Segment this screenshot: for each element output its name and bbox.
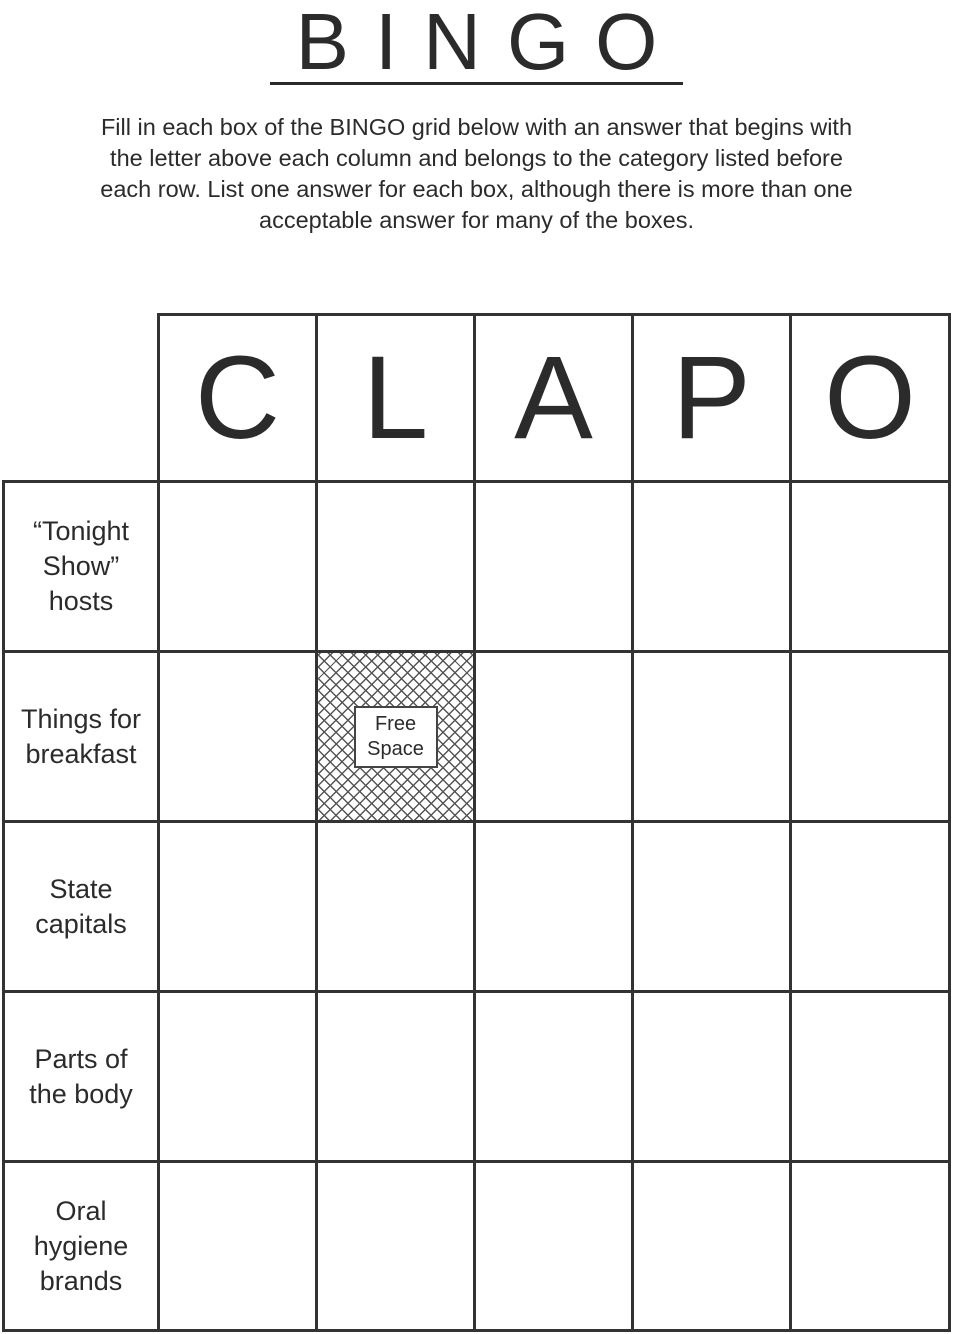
row-header-state-capitals [2, 823, 160, 993]
answer-box[interactable] [634, 653, 792, 823]
answer-box[interactable] [318, 1163, 476, 1332]
answer-box[interactable] [476, 1163, 634, 1332]
row-label: “Tonight Show” hosts [32, 516, 130, 616]
board-corner [2, 313, 160, 483]
column-header-a: A [476, 313, 634, 483]
instructions-text: Fill in each box of the BINGO grid below with an answer that begins with the letter above each column and belongs to the category listed before each row. List one answer for each box, although there is more than one acceptable answer for many of the boxes. [100, 114, 853, 233]
answer-box[interactable] [160, 993, 318, 1163]
answer-box[interactable] [792, 653, 951, 823]
bingo-title [0, 2, 953, 85]
answer-box[interactable] [476, 823, 634, 993]
column-header-c: C [160, 313, 318, 483]
answer-box[interactable] [634, 1163, 792, 1332]
answer-box[interactable] [318, 483, 476, 653]
answer-box[interactable] [318, 993, 476, 1163]
answer-box[interactable] [634, 483, 792, 653]
free-space-cell [318, 653, 476, 823]
row-header-tonight-show-hosts [2, 483, 160, 653]
row-header-things-for-breakfast [2, 653, 160, 823]
bingo-title-text: BINGO [270, 2, 684, 85]
free-space-label-box [354, 706, 438, 768]
answer-box[interactable] [476, 653, 634, 823]
free-space-label: Free Space [367, 712, 424, 760]
row-label: Oral hygiene brands [33, 1195, 129, 1296]
answer-box[interactable] [476, 993, 634, 1163]
row-label: Parts of the body [29, 1043, 133, 1109]
answer-box[interactable] [160, 823, 318, 993]
column-header-l: L [318, 313, 476, 483]
answer-box[interactable] [792, 823, 951, 993]
answer-box[interactable] [476, 483, 634, 653]
answer-box[interactable] [634, 993, 792, 1163]
answer-box[interactable] [160, 483, 318, 653]
answer-box[interactable] [160, 1163, 318, 1332]
row-header-parts-of-the-body [2, 993, 160, 1163]
bingo-board [2, 313, 951, 1332]
answer-box[interactable] [318, 823, 476, 993]
answer-box[interactable] [634, 823, 792, 993]
answer-box[interactable] [792, 1163, 951, 1332]
answer-box[interactable] [792, 993, 951, 1163]
answer-box[interactable] [792, 483, 951, 653]
column-header-p: P [634, 313, 792, 483]
row-header-oral-hygiene-brands [2, 1163, 160, 1332]
column-header-o: O [792, 313, 951, 483]
row-label: Things for breakfast [20, 703, 142, 769]
row-label: State capitals [35, 873, 127, 939]
answer-box[interactable] [160, 653, 318, 823]
